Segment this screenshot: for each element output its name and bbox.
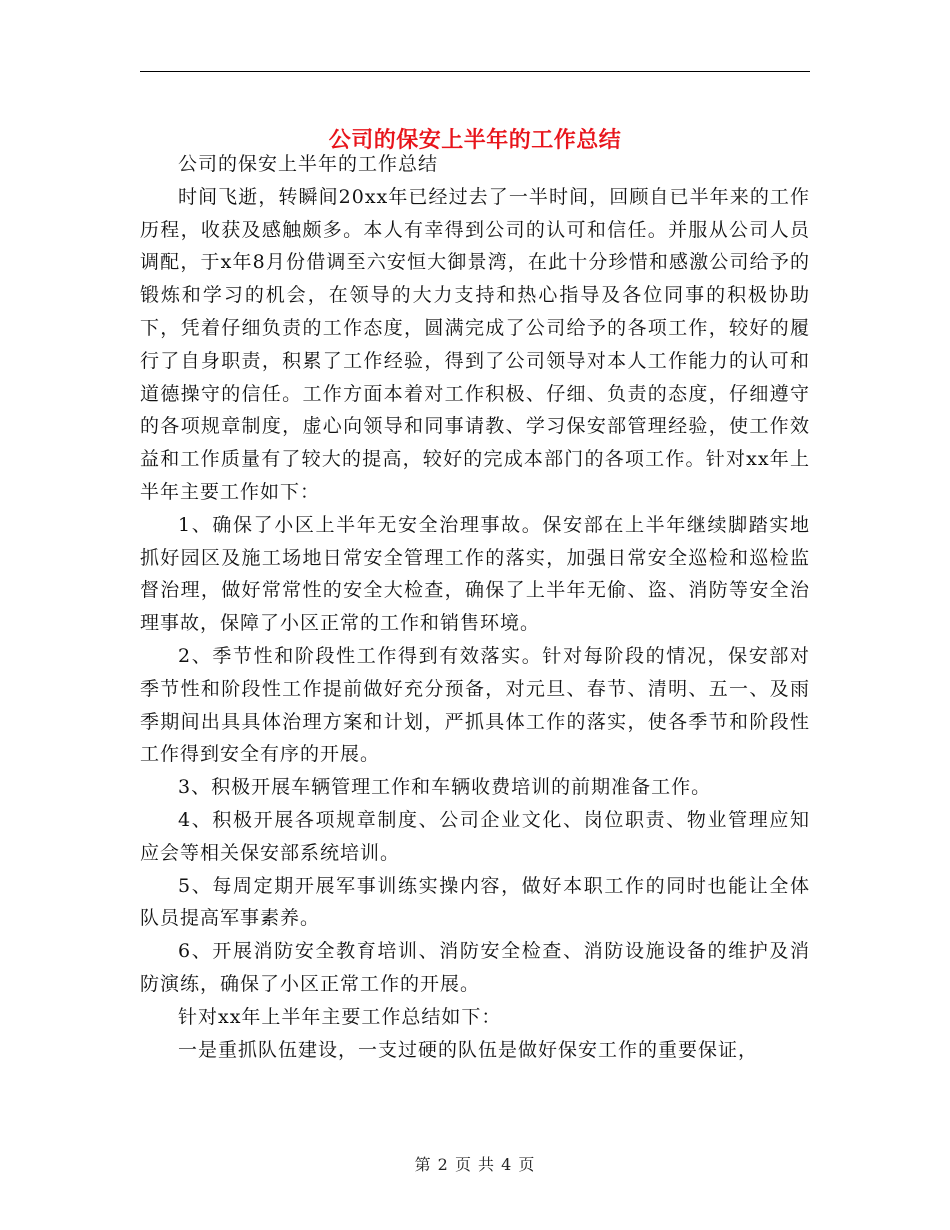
paragraph-item-6: 6、开展消防安全教育培训、消防安全检查、消防设施设备的维护及消防演练，确保了小区正常工作的开展。	[140, 940, 810, 995]
paragraph-item-1: 1、确保了小区上半年无安全治理事故。保安部在上半年继续脚踏实地抓好园区及施工场地日常安全管理工作的落实，加强日常安全巡检和巡检监督治理，做好常常性的安全大检查，确保了上半年无偷、盗、消防等安全治理事故，保障了小区正常的工作和销售环境。	[140, 513, 810, 635]
page-number-footer: 第 2 页 共 4 页	[414, 1155, 536, 1174]
paragraph-point-1: 一是重抓队伍建设，一支过硬的队伍是做好保安工作的重要保证，	[178, 1038, 759, 1061]
paragraph-item-4: 4、积极开展各项规章制度、公司企业文化、岗位职责、物业管理应知应会等相关保安部系统培训。	[140, 808, 810, 864]
document-title: 公司的保安上半年的工作总结	[328, 127, 622, 153]
document-body	[140, 148, 810, 1066]
paragraph-intro: 时间飞逝，转瞬间20xx年已经过去了一半时间，回顾自已半年来的工作历程，收获及感触颇多。本人有幸得到公司的认可和信任。并服从公司人员调配，于x年8月份借调至六安恒大御景湾，在此十分珍惜和感激公司给予的锻炼和学习的机会，在领导的大力支持和热心指导及各位同事的积极协助下，凭着仔细负责的工作态度，圆满完成了公司给予的各项工作，较好的履行了自身职责，积累了工作经验，得到了公司领导对本人工作能力的认可和道德操守的信任。工作方面本着对工作积极、仔细、负责的态度，仔细遵守的各项规章制度，虚心向领导和同事请教、学习保安部管理经验，使工作效益和工作质量有了较大的提高，较好的完成本部门的各项工作。针对xx年上半年主要工作如下：	[140, 185, 810, 503]
paragraph-item-2: 2、季节性和阶段性工作得到有效落实。针对每阶段的情况，保安部对季节性和阶段性工作提前做好充分预备，对元旦、春节、清明、五一、及雨季期间出具具体治理方案和计划，严抓具体工作的落实，使各季节和阶段性工作得到安全有序的开展。	[140, 644, 810, 766]
paragraph-item-5: 5、每周定期开展军事训练实操内容，做好本职工作的同时也能让全体队员提高军事素养。	[140, 874, 810, 930]
header-rule	[140, 71, 810, 72]
paragraph-subtitle: 公司的保安上半年的工作总结	[178, 153, 439, 175]
paragraph-item-3: 3、积极开展车辆管理工作和车辆收费培训的前期准备工作。	[178, 776, 712, 799]
paragraph-summary-heading: 针对xx年上半年主要工作总结如下：	[178, 1005, 502, 1028]
